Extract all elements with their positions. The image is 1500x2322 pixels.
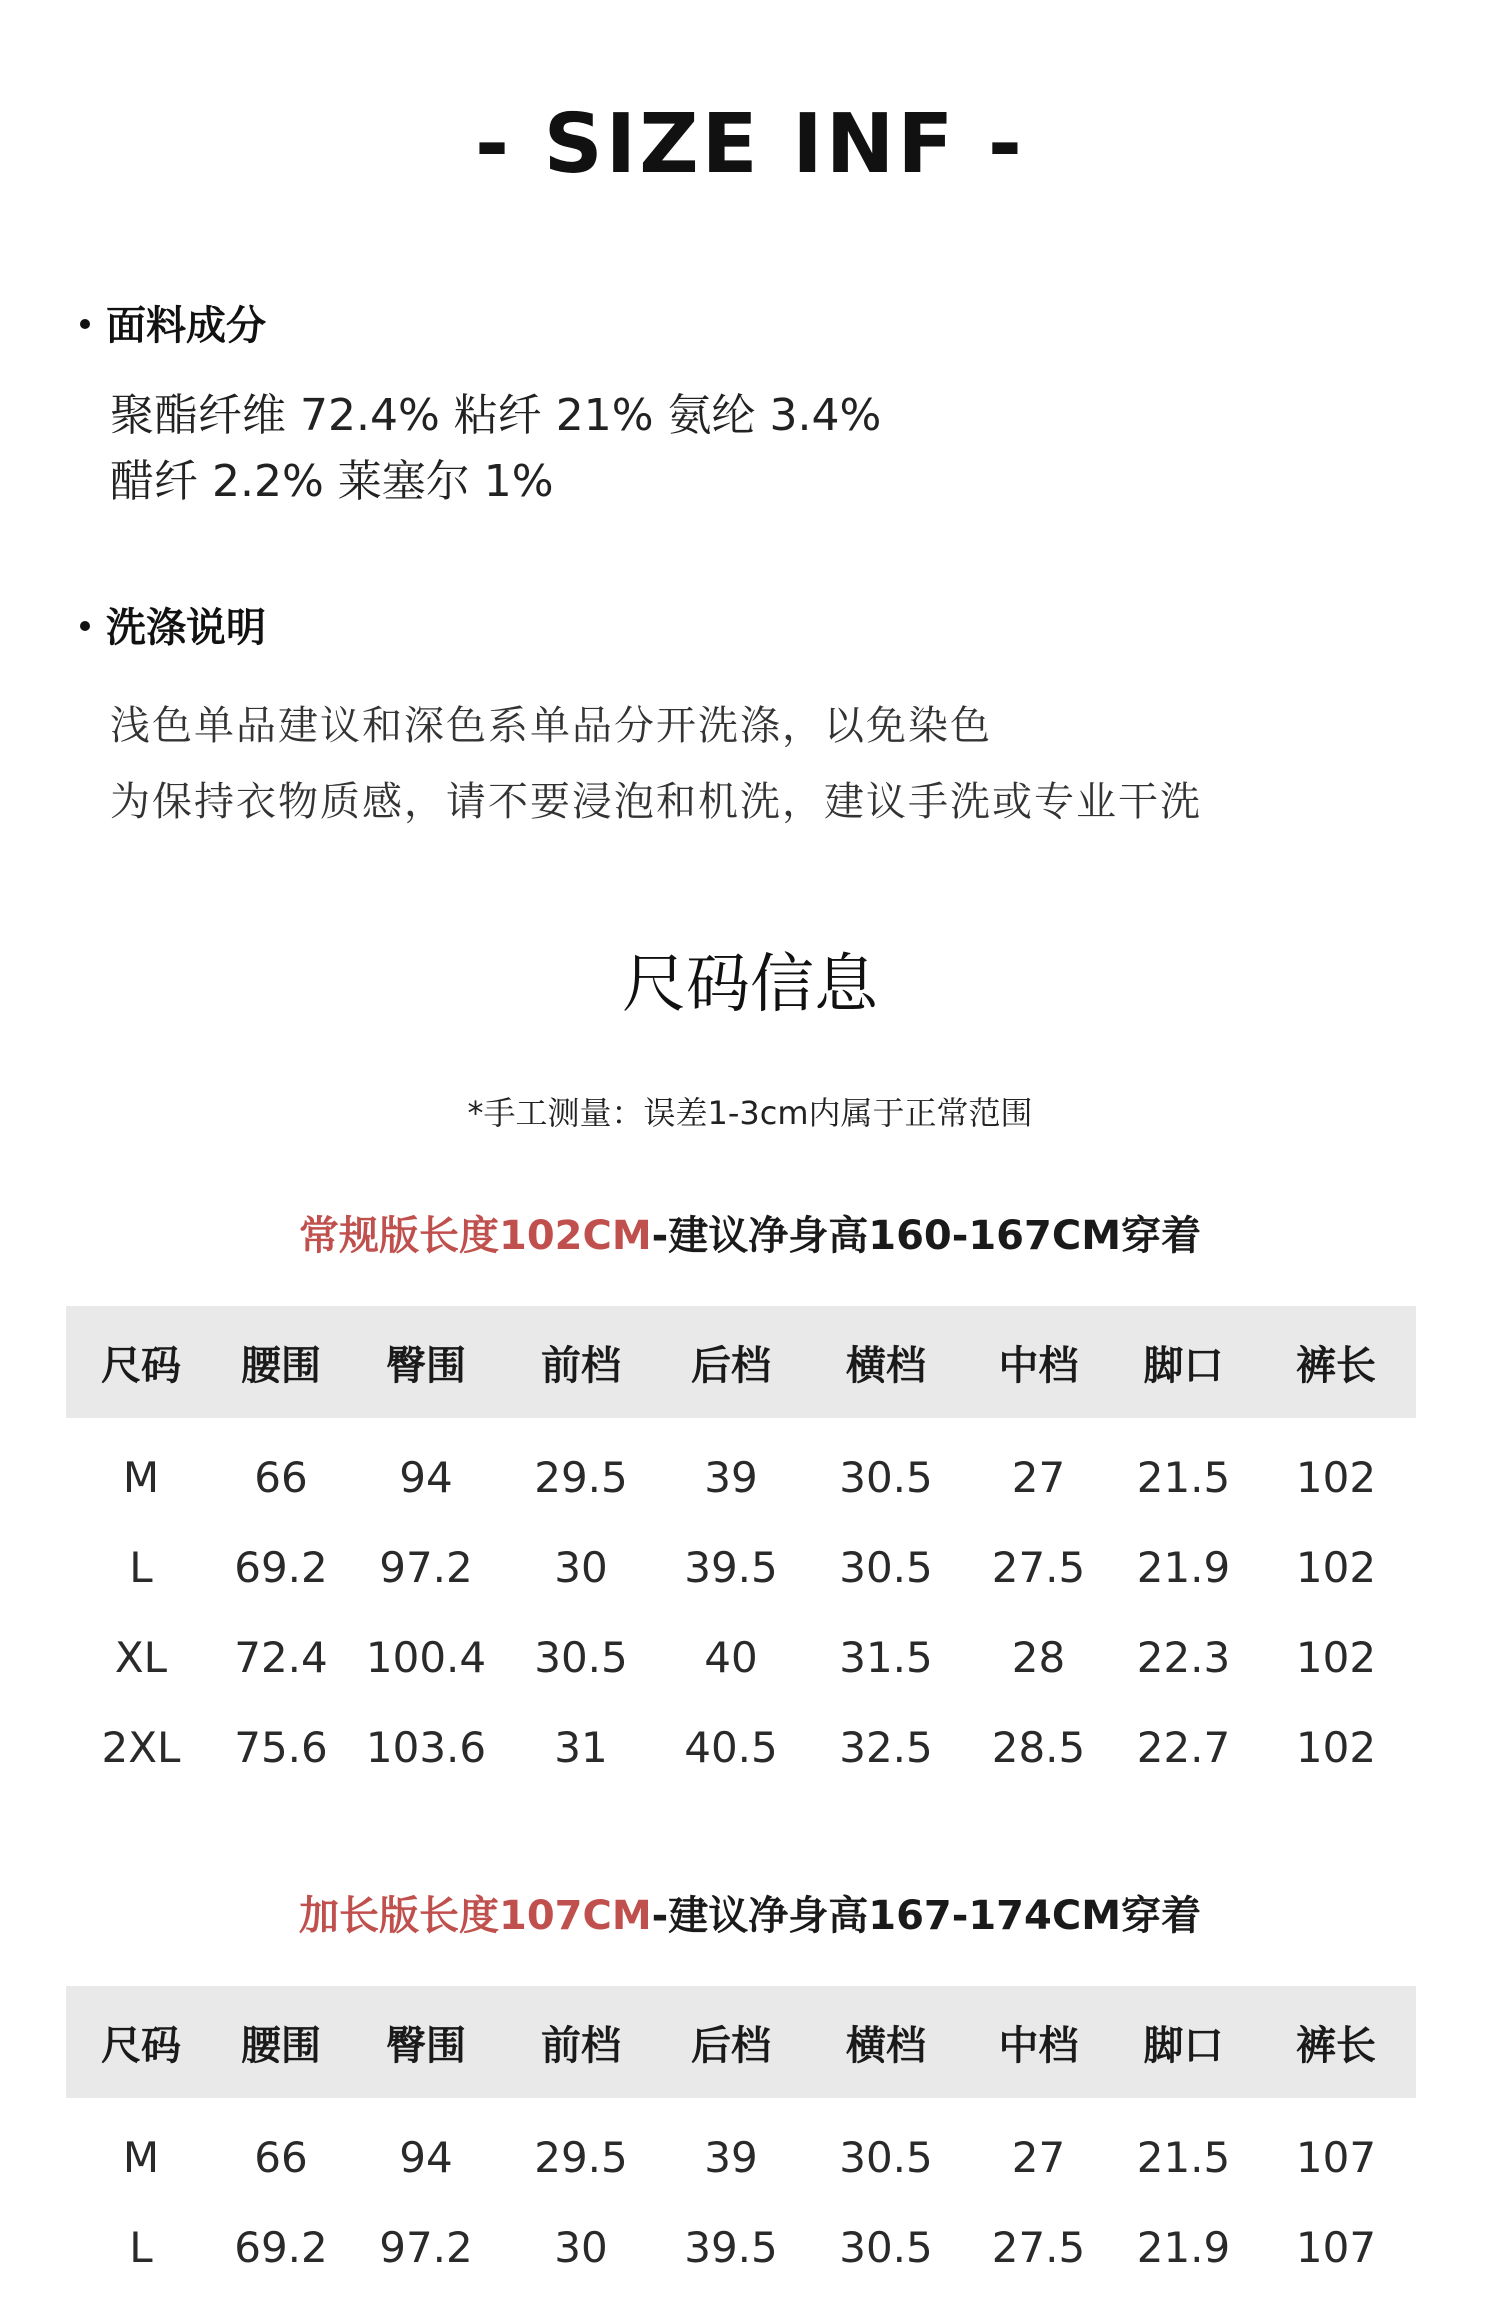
long-size-table (66, 1986, 1416, 2292)
table-cell: 100.4 (365, 1632, 487, 1682)
regular-version-subtitle (0, 1208, 1500, 1264)
table-cell: 40 (704, 1632, 758, 1682)
table-cell: 28.5 (991, 1722, 1086, 1772)
fabric-line-2: 醋纤 2.2% 莱塞尔 1% (110, 456, 554, 507)
table-cell: M (122, 1452, 160, 1502)
table-row (66, 2202, 1416, 2292)
header-cell: 后档 (691, 2022, 771, 2069)
table-cell: 29.5 (534, 1452, 628, 1502)
table-cell: 40.5 (684, 1722, 778, 1772)
table-cell: 30.5 (839, 2132, 933, 2182)
header-cell: 裤长 (1296, 1342, 1376, 1389)
table-header-row (66, 1306, 1416, 1418)
regular-version-height: -建议净身高160-167CM穿着 (651, 1213, 1201, 1259)
size-info-title: 尺码信息 (622, 948, 878, 1022)
table-cell: 69.2 (234, 2222, 328, 2272)
bullet-icon (80, 319, 90, 329)
washing-heading-label: 洗涤说明 (106, 605, 266, 651)
bullet-icon (80, 621, 90, 631)
table-cell: 107 (1295, 2132, 1377, 2182)
header-cell: 腰围 (241, 2022, 321, 2069)
table-cell: 21.9 (1136, 1542, 1231, 1592)
table-cell: 29.5 (534, 2132, 628, 2182)
table-cell: 30.5 (839, 2222, 933, 2272)
table-cell: 27.5 (991, 2222, 1086, 2272)
table-row (66, 1612, 1416, 1702)
table-cell: 31.5 (839, 1632, 933, 1682)
table-cell: 22.3 (1136, 1632, 1231, 1682)
table-cell: 97.2 (379, 1542, 473, 1592)
header-cell: 横档 (846, 2022, 926, 2069)
table-cell: 102 (1295, 1542, 1377, 1592)
table-cell: 39.5 (684, 2222, 778, 2272)
table-cell: 27.5 (991, 1542, 1086, 1592)
header-cell: 腰围 (241, 1342, 321, 1389)
long-version-subtitle (0, 1888, 1500, 1944)
long-version-length: 加长版长度107CM (298, 1893, 652, 1939)
header-cell: 中档 (998, 2022, 1079, 2069)
table-cell: 94 (399, 2132, 453, 2182)
table-cell: 30 (554, 2222, 608, 2272)
table-cell: 75.6 (234, 1722, 328, 1772)
header-cell: 前档 (541, 2022, 621, 2069)
table-cell: 2XL (101, 1722, 181, 1772)
fabric-heading (80, 298, 266, 354)
table-cell: 32.5 (839, 1722, 933, 1772)
table-cell: L (129, 1542, 153, 1592)
table-row (66, 1432, 1416, 1522)
header-cell: 脚口 (1143, 1342, 1224, 1389)
table-body (66, 1418, 1416, 1792)
measurement-note: *手工测量：误差1-3cm内属于正常范围 (467, 1094, 1033, 1132)
table-cell: XL (114, 1632, 168, 1682)
table-cell: 107 (1295, 2222, 1377, 2272)
long-version-height: -建议净身高167-174CM穿着 (651, 1893, 1201, 1939)
table-cell: 21.5 (1136, 2132, 1231, 2182)
regular-version-length: 常规版长度102CM (298, 1213, 652, 1259)
washing-line-1: 浅色单品建议和深色系单品分开洗涤，以免染色 (110, 703, 992, 749)
header-cell: 臀围 (386, 2022, 466, 2069)
header-cell: 中档 (998, 1342, 1079, 1389)
table-body (66, 2098, 1416, 2292)
header-cell: 臀围 (386, 1342, 466, 1389)
header-cell: 脚口 (1143, 2022, 1224, 2069)
washing-line-2: 为保持衣物质感，请不要浸泡和机洗，建议手洗或专业干洗 (110, 779, 1202, 825)
header-cell: 裤长 (1296, 2022, 1376, 2069)
table-cell: 72.4 (234, 1632, 328, 1682)
table-cell: 30.5 (534, 1632, 628, 1682)
table-cell: 97.2 (379, 2222, 473, 2272)
table-cell: 102 (1295, 1722, 1377, 1772)
header-cell: 尺码 (101, 1342, 181, 1389)
table-cell: 69.2 (234, 1542, 328, 1592)
table-cell: 27 (1011, 1452, 1066, 1502)
table-cell: 39.5 (684, 1542, 778, 1592)
table-header-row (66, 1986, 1416, 2098)
table-cell: 30.5 (839, 1452, 933, 1502)
header-cell: 后档 (691, 1342, 771, 1389)
table-cell: 94 (399, 1452, 453, 1502)
fabric-line-1: 聚酯纤维 72.4% 粘纤 21% 氨纶 3.4% (110, 390, 882, 441)
table-cell: 30.5 (839, 1542, 933, 1592)
table-cell: 21.5 (1136, 1452, 1231, 1502)
table-cell: 21.9 (1136, 2222, 1231, 2272)
table-cell: 30 (554, 1542, 608, 1592)
table-row (66, 1702, 1416, 1792)
header-cell: 横档 (846, 1342, 926, 1389)
header-cell: 尺码 (101, 2022, 181, 2069)
table-cell: 28 (1011, 1632, 1066, 1682)
regular-size-table (66, 1306, 1416, 1792)
table-cell: 102 (1295, 1632, 1377, 1682)
table-cell: 39 (704, 1452, 758, 1502)
page-title: - SIZE INF - (475, 97, 1025, 192)
table-cell: 66 (254, 2132, 308, 2182)
fabric-heading-label: 面料成分 (106, 303, 266, 349)
table-row (66, 2112, 1416, 2202)
table-row (66, 1522, 1416, 1612)
table-cell: 102 (1295, 1452, 1377, 1502)
header-cell: 前档 (541, 1342, 621, 1389)
table-cell: L (129, 2222, 153, 2272)
table-cell: M (122, 2132, 160, 2182)
table-cell: 22.7 (1136, 1722, 1231, 1772)
table-cell: 27 (1011, 2132, 1066, 2182)
washing-heading (80, 600, 266, 656)
table-cell: 103.6 (365, 1722, 487, 1772)
table-cell: 39 (704, 2132, 758, 2182)
table-cell: 66 (254, 1452, 308, 1502)
table-cell: 31 (554, 1722, 608, 1772)
